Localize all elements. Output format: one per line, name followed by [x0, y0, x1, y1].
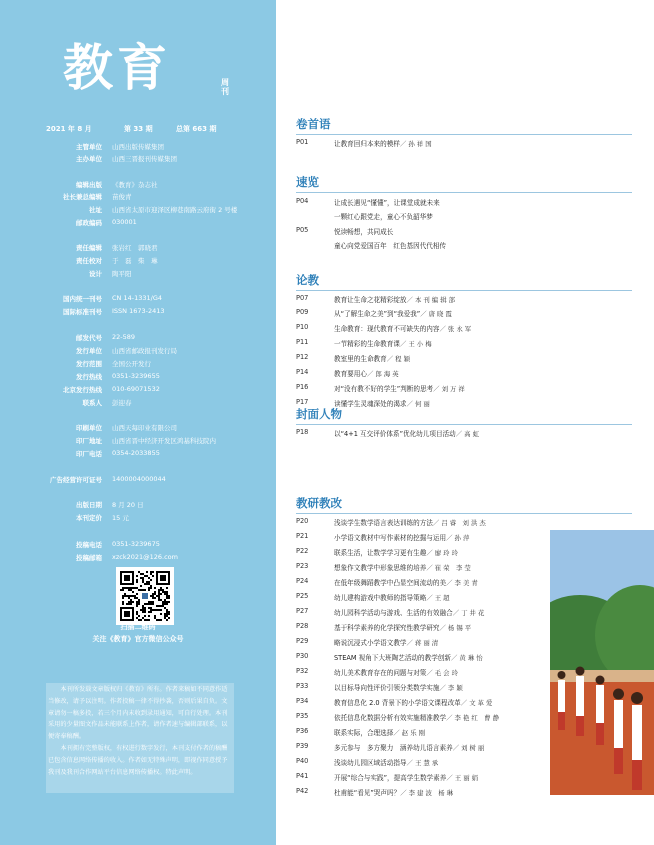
toc-entry[interactable] [296, 211, 654, 223]
section-divider [296, 290, 632, 291]
entry-title-line [334, 338, 432, 348]
toc-entry[interactable] [296, 294, 654, 306]
article-title: STEAM 视角下大班陶艺活动的教学创新 [334, 654, 451, 662]
issue-number: 第 33 期 [124, 125, 153, 133]
masthead-row [0, 307, 276, 317]
page-number: P04 [296, 197, 309, 205]
masthead-value: 0354-2033855 [112, 449, 160, 457]
masthead-row [0, 513, 276, 523]
masthead-value: 山西省邮政报刊发行局 [112, 347, 177, 355]
masthead-row [0, 449, 276, 459]
masthead-row [0, 372, 276, 382]
masthead-key: 社长兼总编辑 [63, 193, 102, 201]
masthead-row [0, 385, 276, 395]
masthead-row [0, 436, 276, 446]
masthead-value: 8 月 20 日 [112, 501, 144, 509]
article-title: 基于科学素养的化学探究性教学研究 [334, 624, 440, 632]
article-author: ／ 李 艳 红 曹 静 [446, 714, 499, 722]
article-title: 以目标导向性评价引领分类数学实施 [334, 684, 440, 692]
masthead-key: 联系人 [82, 399, 102, 407]
article-author: ／ 李 颖 [439, 684, 463, 692]
toc-entry[interactable] [296, 308, 654, 320]
toc-entry[interactable] [296, 240, 654, 252]
article-title: 联系实际，合理选择 [334, 729, 394, 737]
page-number: P39 [296, 742, 309, 750]
entry-title-line [334, 323, 471, 333]
page-number: P01 [296, 138, 309, 146]
article-title: 悦读畅想，共同成长 [334, 228, 394, 236]
page-number: P28 [296, 622, 309, 630]
masthead-key: 主管单位 [76, 143, 102, 151]
masthead-value: 山西省晋中经济开发区鸿基科技院内 [112, 437, 216, 445]
entry-title-line [334, 667, 458, 677]
masthead-key: 出版日期 [76, 501, 102, 509]
masthead-sidebar [0, 0, 276, 845]
photo-students-sports-field [550, 530, 654, 795]
article-author: ／ 何 丽 [406, 400, 430, 408]
section-divider [296, 513, 632, 514]
section-title: 卷首语 [296, 117, 331, 131]
toc-entry[interactable] [296, 338, 654, 350]
article-author: ／ 黄 琳 怡 [451, 654, 483, 662]
masthead-key: 责任校对 [76, 257, 102, 265]
page-number: P23 [296, 562, 309, 570]
entry-title-line [334, 682, 463, 692]
article-title: 在低年级舞蹈教学中凸显空间流动的美 [334, 579, 447, 587]
article-author: ／ 刘 树 丽 [452, 744, 485, 752]
masthead-value: 22-589 [112, 333, 136, 341]
article-title: 浅谈学生数学语言表达训练的方法 [334, 519, 433, 527]
article-author: ／ 孙 萍 [446, 534, 470, 542]
entry-title-line [334, 197, 440, 207]
masthead-key: 责任编辑 [76, 244, 102, 252]
masthead-value: ISSN 1673-2413 [112, 307, 165, 315]
article-author: ／ 吕 睿 刘 洪 杰 [432, 519, 486, 527]
masthead-row [0, 294, 276, 304]
toc-entry[interactable] [296, 398, 654, 410]
magazine-logo [63, 28, 229, 98]
toc-entry[interactable] [296, 226, 654, 238]
page-number: P40 [296, 757, 309, 765]
article-author: ／ 廖 玲 玲 [426, 549, 458, 557]
page-number: P09 [296, 308, 309, 316]
entry-title-line [334, 398, 430, 408]
article-author: ／ 文 革 爱 [460, 699, 493, 707]
masthead-value: xzck2021@126.com [112, 553, 178, 561]
masthead-row [0, 333, 276, 343]
masthead-row [0, 540, 276, 550]
masthead-value: CN 14-1331/G4 [112, 294, 162, 302]
masthead-row [0, 218, 276, 228]
article-title: 幼儿园科学活动与游戏、生活的有效融合 [334, 609, 453, 617]
article-title: 依托信息化数据分析有效实施精准教学 [334, 714, 447, 722]
masthead-value: 15 元 [112, 514, 129, 522]
masthead-row [0, 398, 276, 408]
article-author: ／ 本 刊 编 辑 部 [406, 296, 456, 304]
article-author: ／ 崔 荣 李 莹 [426, 564, 471, 572]
page-number: P10 [296, 323, 309, 331]
article-title: 浅谈幼儿园区域活动指导 [334, 759, 407, 767]
section-title: 论教 [296, 273, 319, 287]
toc-entry[interactable] [296, 517, 654, 529]
entry-title-line [334, 294, 455, 304]
page-number: P21 [296, 532, 309, 540]
page-number: P14 [296, 368, 309, 376]
masthead-row [0, 346, 276, 356]
page-number: P12 [296, 353, 309, 361]
masthead-key: 社址 [89, 206, 102, 214]
entry-title-line [334, 772, 478, 782]
entry-title-line [334, 353, 410, 363]
masthead-value: 0351-3239655 [112, 372, 160, 380]
masthead-key: 发行热线 [76, 373, 102, 381]
entry-title-line [334, 697, 492, 707]
article-author: ／ 唐 晓 霞 [420, 310, 452, 318]
masthead-key: 主办单位 [76, 155, 102, 163]
masthead-key: 印厂电话 [76, 450, 102, 458]
toc-entry[interactable] [296, 383, 654, 395]
entry-title-line [334, 652, 483, 662]
qr-code[interactable] [116, 567, 174, 625]
entry-title-line [334, 727, 425, 737]
entry-title-line [334, 592, 450, 602]
masthead-key: 发行单位 [76, 347, 102, 355]
toc-entry[interactable] [296, 138, 654, 150]
page-number: P18 [296, 428, 309, 436]
article-author: ／ 孙 祥 国 [399, 140, 432, 148]
masthead-row [0, 142, 276, 152]
masthead-row [0, 154, 276, 164]
entry-title-line [334, 240, 446, 250]
article-title: 让教育回归本来的模样 [334, 140, 400, 148]
page-number: P11 [296, 338, 309, 346]
masthead-value: 陶平阳 [112, 270, 132, 278]
masthead-key: 广告经营许可证号 [50, 476, 102, 484]
masthead-row [0, 269, 276, 279]
article-author: ／ 李 建 波 杨 琳 [400, 789, 454, 797]
article-author: ／ 刘 万 祥 [433, 385, 465, 393]
masthead-key: 邮发代号 [76, 334, 102, 342]
article-author: ／ 赵 乐 刚 [393, 729, 426, 737]
article-title: 从“了解生命之美”到“我爱我” [334, 310, 421, 318]
masthead-key: 投稿邮箱 [76, 554, 102, 562]
entry-title-line [334, 517, 486, 527]
masthead-row [0, 475, 276, 485]
section-title: 速览 [296, 175, 319, 189]
article-title: 一节精彩的生命教育课 [334, 340, 400, 348]
article-title: 多元参与 多方聚力 涵养幼儿语言素养 [334, 744, 453, 752]
masthead-key: 投稿电话 [76, 541, 102, 549]
article-title: 童心向党爱国百年 红色基因代代相传 [334, 242, 447, 250]
article-title: 杜甫能“看见”哭声吗？ [334, 789, 401, 797]
masthead-value: 于 磊 柴 琳 [112, 257, 158, 265]
toc-entry[interactable] [296, 197, 654, 209]
entry-title-line [334, 428, 479, 438]
page-number: P33 [296, 682, 309, 690]
page-number: P30 [296, 652, 309, 660]
masthead-value: 《教育》杂志社 [112, 181, 158, 189]
masthead-key: 印厂地址 [76, 437, 102, 445]
section-divider [296, 192, 632, 193]
page-number: P35 [296, 712, 309, 720]
entry-title-line [334, 712, 499, 722]
page-number: P32 [296, 667, 309, 675]
qr-caption: 扫描二维码 [120, 623, 156, 631]
masthead-value: 彭迎春 [112, 399, 132, 407]
article-title: 小学语文教材中写作素材的挖掘与运用 [334, 534, 447, 542]
logo-title: 教育 [63, 38, 171, 97]
article-title: 幼儿建构游戏中教师的指导策略 [334, 594, 427, 602]
page-number: P29 [296, 637, 309, 645]
page-number: P42 [296, 787, 309, 795]
masthead-row [0, 500, 276, 510]
masthead-value: 苗俊青 [112, 193, 132, 201]
article-author: ／ 蒋 丽 清 [406, 639, 439, 647]
entry-title-line [334, 211, 433, 221]
entry-title-line [334, 607, 484, 617]
page-number: P20 [296, 517, 309, 525]
article-title: 以“4+1 互交评价体系”优化幼儿项目活动 [334, 430, 456, 438]
article-author: ／ 王 丽 娟 [446, 774, 479, 782]
masthead-value: 0351-3239675 [112, 540, 160, 548]
entry-title-line [334, 547, 458, 557]
masthead-key: 邮政编码 [76, 219, 102, 227]
section-title: 教研教改 [296, 496, 342, 510]
entry-title-line [334, 577, 478, 587]
entry-title-line [334, 757, 438, 767]
masthead-row [0, 205, 276, 215]
cover-photo [550, 530, 654, 795]
article-author: ／ 王 小 梅 [399, 340, 432, 348]
section-divider [296, 424, 632, 425]
section-divider [296, 134, 632, 135]
article-title: 对“没有教不好的学生”判断的思考 [334, 385, 434, 393]
page-number: P22 [296, 547, 309, 555]
masthead-row [0, 553, 276, 563]
toc-entry[interactable] [296, 368, 654, 380]
article-title: 一颗红心跟党走，童心不负韶华梦 [334, 213, 433, 221]
article-title: 教育要用心 [334, 370, 367, 378]
article-title: 让成长遇见“懂懂”，让课堂成就未来 [334, 199, 440, 207]
page-number: P41 [296, 772, 309, 780]
article-title: 略说沉浸式小学语文教学 [334, 639, 407, 647]
masthead-key: 国际标准刊号 [63, 308, 102, 316]
entry-title-line [334, 368, 399, 378]
page-number: P16 [296, 383, 309, 391]
logo-subtitle: 周刊 [221, 78, 229, 96]
toc-entry[interactable] [296, 428, 654, 440]
article-author: ／ 王 慧 承 [406, 759, 439, 767]
qr-caption-follow: 关注《教育》官方微信公众号 [92, 635, 184, 643]
article-author: ／ 张 永 军 [439, 325, 472, 333]
qr-code-graphic [120, 571, 170, 621]
masthead-value: 山西三晋报刊传媒集团 [112, 155, 177, 163]
masthead-key: 印刷单位 [76, 424, 102, 432]
entry-title-line [334, 532, 469, 542]
entry-title-line [334, 742, 484, 752]
article-author: ／ 毛 会 玲 [426, 669, 458, 677]
masthead-value: 全国公开发行 [112, 360, 151, 368]
masthead-row [0, 359, 276, 369]
article-author: ／ 郎 海 英 [366, 370, 399, 378]
masthead-row [0, 243, 276, 253]
article-title: 联系生活，让数学学习更有生趣 [334, 549, 427, 557]
entry-title-line [334, 637, 438, 647]
copyright-notice [46, 683, 234, 793]
entry-title-line [334, 226, 393, 236]
article-author: ／ 丁 井 花 [452, 609, 485, 617]
masthead-value: 张岩红 郭晓君 [112, 244, 158, 252]
article-title: 开展“综合与实践”，提高学生数学素养 [334, 774, 447, 782]
entry-title-line [334, 622, 471, 632]
page-number: P07 [296, 294, 309, 302]
page-number: P34 [296, 697, 309, 705]
masthead-row [0, 180, 276, 190]
masthead-key: 北京发行热线 [63, 386, 102, 394]
issue-info [40, 124, 260, 136]
masthead-key: 本刊定价 [76, 514, 102, 522]
notice-paragraph: 本刊所发载文章版权归《教育》所有。作者来稿如不同意作适当修改，请予以注明。作者投稿一律不得抄袭，否则后果自负。文章请勿一稿多投，若三个月内未收到录用通知，可自行处理。本刊采用的少量图文作品未能联系上作者，请作者速与编辑部联系，以便寄奉稿酬。 [48, 686, 228, 741]
article-title: 教育信息化 2.0 背景下的小学语文课程改革 [334, 699, 461, 707]
article-title: 教室里的生命教育 [334, 355, 387, 363]
entry-title-line [334, 787, 453, 797]
masthead-value: 010-69071532 [112, 385, 160, 393]
issue-date: 2021 年 8 月 [46, 125, 92, 133]
masthead-value: 030001 [112, 218, 137, 226]
masthead-row [0, 256, 276, 266]
page-number: P24 [296, 577, 309, 585]
page-number: P05 [296, 226, 309, 234]
article-author: ／ 高 虹 [455, 430, 479, 438]
entry-title-line [334, 383, 465, 393]
entry-title-line [334, 308, 452, 318]
entry-title-line [334, 562, 471, 572]
notice-paragraph: 本刊拥有完整版权，有权进行数字发行，本刊支付作者的稿酬已包含信息网络传播的收入。作者如无特殊声明，即视作同意授予我刊及我刊合作网站平台信息网络传播权。特此声明。 [48, 744, 228, 776]
masthead-row [0, 192, 276, 202]
article-title: 教育让生命之花精彩绽放 [334, 296, 407, 304]
page-number: P25 [296, 592, 309, 600]
article-author: ／ 李 美 青 [446, 579, 478, 587]
article-author: ／ 杨 锡 平 [439, 624, 472, 632]
entry-title-line [334, 138, 432, 148]
article-author: ／ 程 颖 [386, 355, 410, 363]
article-title: 读懂学生灵魂深处的渴求 [334, 400, 407, 408]
masthead-key: 设计 [89, 270, 102, 278]
issue-total: 总第 663 期 [176, 125, 217, 133]
section-title: 封面人物 [296, 407, 342, 421]
masthead-value: 1400004000044 [112, 475, 166, 483]
article-title: 生命教育：现代教育不可缺失的内容 [334, 325, 440, 333]
masthead-value: 山西省太原市迎泽区柳巷南路云府街 2 号楼 [112, 206, 238, 214]
toc-entry[interactable] [296, 323, 654, 335]
masthead-key: 国内统一刊号 [63, 295, 102, 303]
masthead-value: 山西天每印业有限公司 [112, 424, 177, 432]
page-number: P17 [296, 398, 309, 406]
masthead-key: 编辑出版 [76, 181, 102, 189]
masthead-value: 山西出版传媒集团 [112, 143, 164, 151]
article-title: 幼儿美术教育存在的问题与对策 [334, 669, 427, 677]
masthead-row [0, 423, 276, 433]
toc-entry[interactable] [296, 353, 654, 365]
article-title: 想象作文教学中形象思维的培养 [334, 564, 427, 572]
article-author: ／ 王 超 [426, 594, 450, 602]
page-number: P27 [296, 607, 309, 615]
page-number: P36 [296, 727, 309, 735]
masthead-key: 发行范围 [76, 360, 102, 368]
